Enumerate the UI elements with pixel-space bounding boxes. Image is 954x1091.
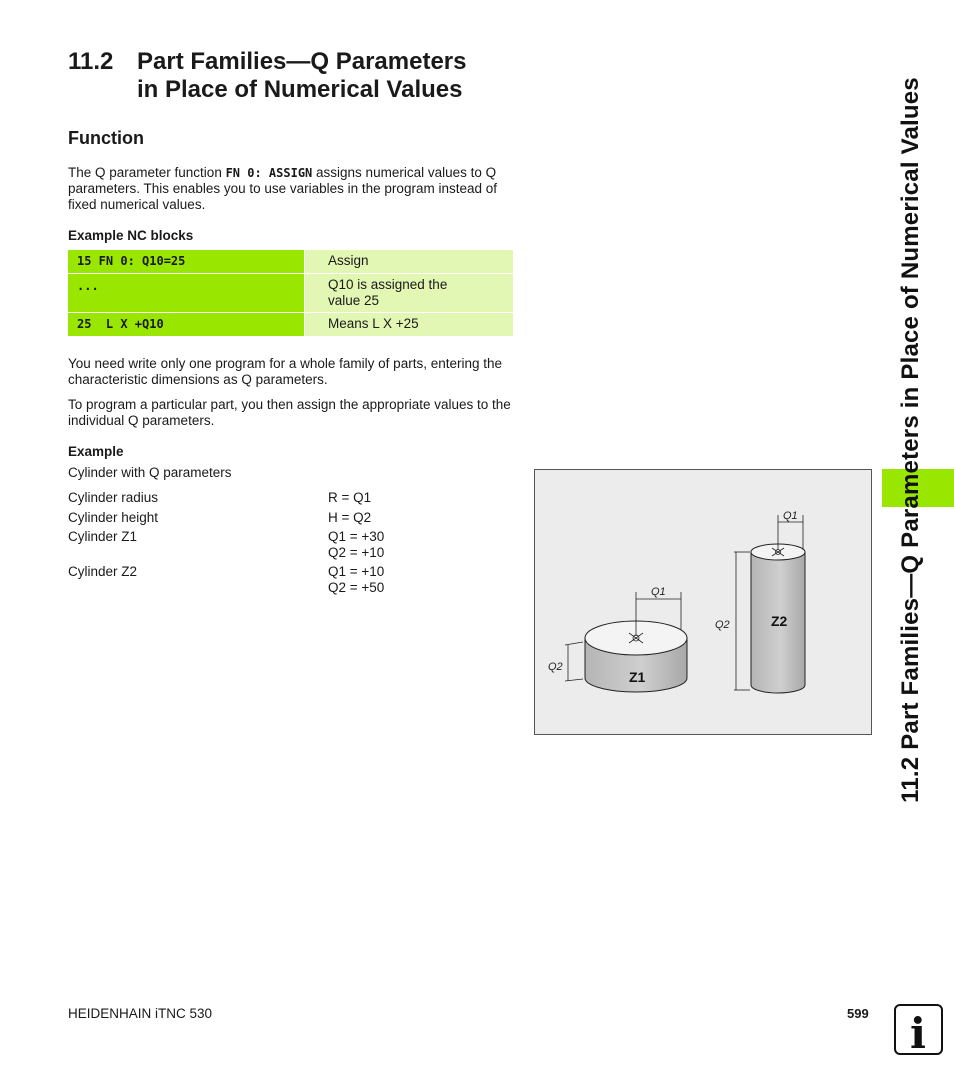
nc-code: 25 L X +Q10 [68, 313, 304, 336]
example-label: Cylinder Z1 [68, 529, 138, 544]
example-value: Q2 = +10 [328, 545, 385, 560]
example-label: Cylinder Z2 [68, 564, 138, 579]
nc-row [68, 313, 513, 336]
info-glyph: i [910, 1009, 926, 1057]
example-label: Cylinder radius [68, 490, 159, 505]
page-number: 599 [847, 1006, 869, 1021]
nc-blocks-table [68, 250, 513, 337]
paragraph-specific-part: To program a particular part, you then assign the appropriate values to the individual Q parameters. [68, 397, 511, 428]
example-value: Q2 = +50 [328, 580, 385, 595]
paragraph-family: You need write only one program for a whole family of parts, entering the characteristic dimensions as Q parameters. [68, 356, 502, 387]
example-value: H = Q2 [328, 510, 372, 525]
title-line-1: Part Families—Q Parameters [137, 48, 467, 75]
intro-before: The Q parameter function [68, 165, 226, 180]
label-z2: Z2 [771, 613, 788, 629]
nc-code: ... [68, 274, 304, 312]
section-number: 11.2 [68, 48, 114, 75]
example-value: R = Q1 [328, 490, 372, 505]
nc-desc: Means L X +25 [305, 313, 513, 336]
nc-code: 15 FN 0: Q10=25 [68, 250, 304, 273]
example-value: Q1 = +30 [328, 529, 385, 544]
example-label: Cylinder height [68, 510, 159, 525]
nc-row [68, 250, 513, 273]
function-intro [68, 165, 514, 213]
cylinder-figure [534, 469, 872, 735]
label-z1: Z1 [629, 669, 646, 685]
label-q1-z1: Q1 [651, 586, 666, 598]
footer-manual-name: HEIDENHAIN iTNC 530 [68, 1006, 213, 1021]
side-tab-title: 11.2 Part Families—Q Parameters in Place of Numerical Values [897, 77, 924, 803]
example-caption: Cylinder with Q parameters [68, 465, 232, 480]
label-q2-z1: Q2 [548, 661, 563, 673]
nc-desc: Assign [305, 250, 513, 273]
label-q2-z2: Q2 [715, 619, 730, 631]
nc-example-heading: Example NC blocks [68, 228, 194, 243]
title-line-2: in Place of Numerical Values [137, 76, 463, 103]
label-q1-z2: Q1 [783, 510, 798, 522]
intro-code: FN 0: ASSIGN [225, 166, 313, 180]
nc-row [68, 274, 513, 312]
example-heading: Example [68, 444, 124, 459]
function-heading: Function [68, 128, 144, 148]
title-text [137, 48, 467, 104]
cylinder-illustration [535, 470, 871, 734]
nc-desc: Q10 is assigned the value 25 [305, 274, 513, 312]
info-icon [893, 1003, 945, 1057]
example-value: Q1 = +10 [328, 564, 385, 579]
intro-after: assigns numerical values to Q parameters. This enables you to use variables in the program instead of fixed numerical values. [68, 165, 497, 212]
